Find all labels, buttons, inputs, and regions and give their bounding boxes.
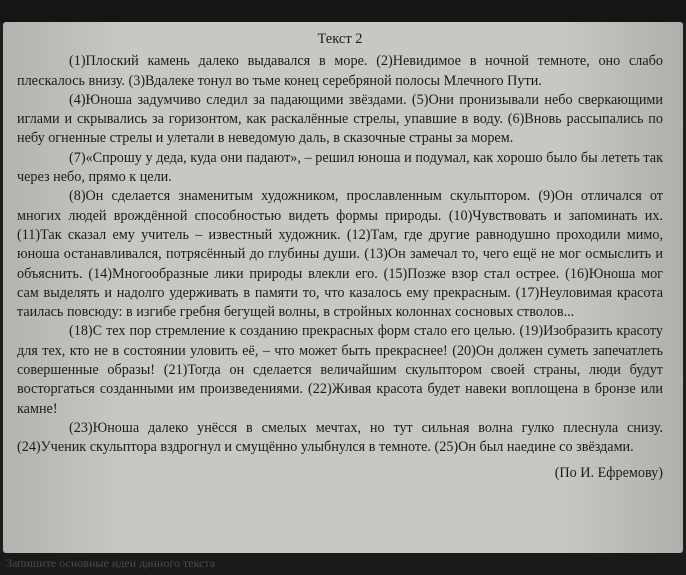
top-dark-band — [0, 0, 686, 22]
paragraph-2: (4)Юноша задумчиво следил за падающими звёздами. (5)Они пронизывали небо сверкающими иглами и скрывались за горизонтом, как раскалённые стрелы, упавшие в воду. (6)Вновь рассыпались по небу огненные стрелы и улетали в неведомую даль, в сказочные страны за морем. — [17, 91, 663, 147]
paragraph-6: (23)Юноша далеко унёсся в смелых мечтах, но тут сильная волна гулко плеснула снизу. (24)Ученик скульптора вздрогнул и смущённо улыбнулся в темноте. (25)Он был наедине со звёздами. — [17, 419, 663, 456]
source-attribution: (По И. Ефремову) — [554, 464, 663, 481]
document-page — [3, 22, 683, 553]
paragraph-4: (8)Он сделается знаменитым художником, прославленным скульптором. (9)Он отличался от многих людей врождённой способностью видеть формы природы. (10)Чувствовать и запоминать их. (11)Так сказал ему учитель – известный художник. (12)Там, где другие равнодушно проходили мимо, юноша останавливался, потрясённый до глубины души. (13)Он замечал то, чего ещё не мог осмыслить и объяснить. (14)Многообразные лики природы влекли его. (15)Позже взор стал острее. (16)Юноша мог сам выделять и надолго удерживать в памяти то, что казалось ему прекрасным. (17)Неуловимая красота таилась повсюду: в изгибе гребня бегущей волны, в стройных колоннах сосновых стволов... — [17, 188, 663, 321]
text-title: Текст 2 — [317, 31, 363, 47]
paragraph-1: (1)Плоский камень далеко выдавался в море. (2)Невидимое в ночной темноте, оно слабо плескалось внизу. (3)Вдалеке тонул во тьме конец серебряной полосы Млечного Пути. — [17, 53, 663, 89]
paragraph-5: (18)С тех пор стремление к созданию прекрасных форм стало его целью. (19)Изобразить красоту для тех, кто не в состоянии уловить её, – что может быть прекраснее! (20)Он должен суметь запечатлеть совершенные образы! (21)Тогда он сделается величайшим скульптором своей страны, люди будут восторгаться созданными им произведениями. (22)Живая красота будет навеки воплощена в бронзе или камне! — [17, 323, 663, 417]
paragraph-3: (7)«Спрошу у деда, куда они падают», – решил юноша и подумал, как хорошо было бы лететь так через небо, прямо к цели. — [17, 149, 663, 186]
cut-off-task-text: Запишите основные идеи данного текста — [6, 557, 216, 569]
